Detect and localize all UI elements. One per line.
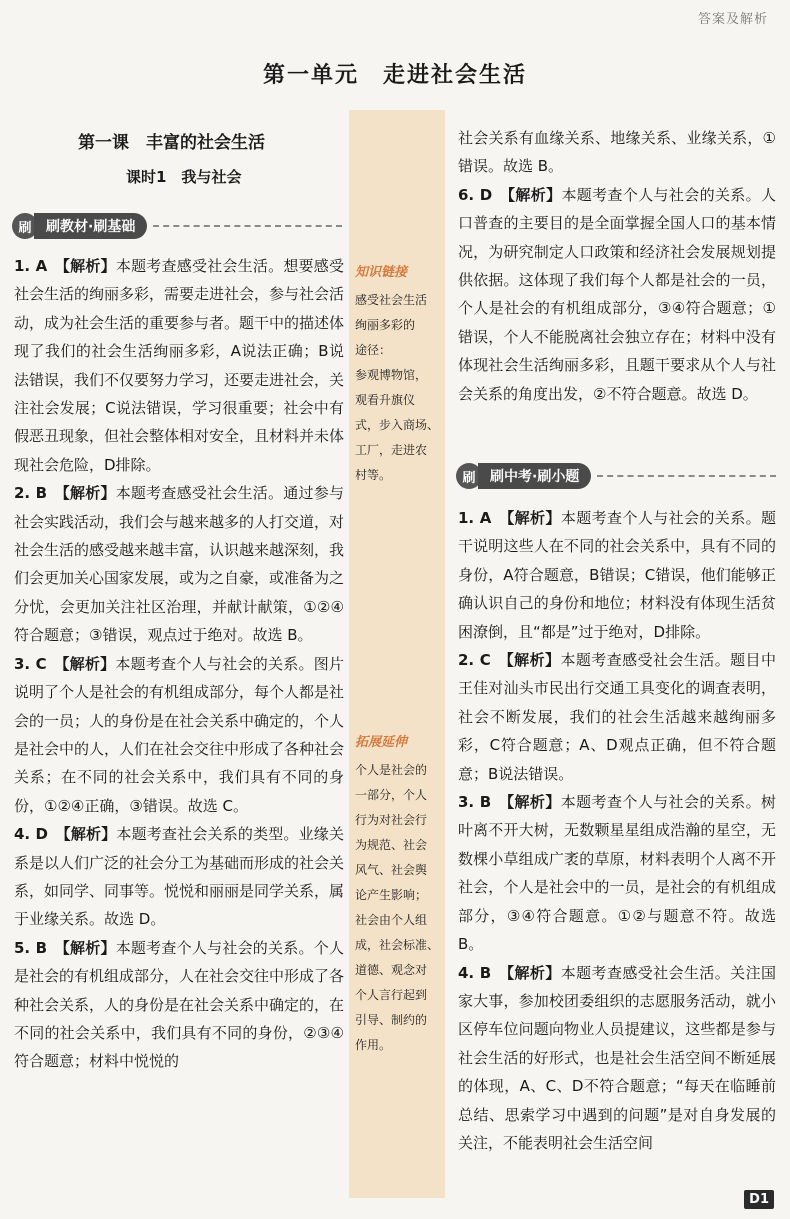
answer-text: 本题考查个人与社会的关系。个人是社会的有机组成部分，人在社会交往中形成了各种社会关系，人的身份是在社会关系中确定的，在不同的社会关系中，我们具有不同的身份，②③④符合题意；材料中悦悦的: [14, 938, 345, 1071]
right-answer-column-bottom: [458, 504, 776, 1157]
answer-item: [458, 124, 776, 181]
sidebar-heading: 拓展延伸: [355, 735, 408, 750]
unit-title: 第一单元 走进社会生活: [262, 63, 527, 88]
sidebar-line: 途径：: [355, 343, 392, 357]
divider: [153, 225, 342, 227]
answer-item: [14, 252, 344, 479]
analysis-tag: 【解析】: [54, 257, 116, 275]
answer-number: 3. C: [14, 654, 47, 673]
answer-item: [458, 959, 776, 1158]
sidebar-line: 社会由个人组: [355, 913, 428, 927]
sidebar-line: 参观博物馆，: [355, 368, 428, 382]
sidebar-heading: 知识链接: [355, 265, 408, 280]
analysis-tag: 【解析】: [54, 938, 116, 957]
answer-text: 本题考查感受社会生活。想要感受社会生活的绚丽多彩，需要走进社会，参与社会活动，成为社会生活的重要参与者。题干中的描述体现了我们的社会生活绚丽多彩，A说法正确；B说法错误，我们不仅要努力学习，还要走进社会，关注社会发展；C说法错误，学习很重要；社会中有假恶丑现象，但社会整体相对安全，且材料并未体现社会危险，D排除。: [14, 257, 345, 474]
sidebar-line: 为规范、社会: [355, 838, 428, 852]
analysis-tag: 【解析】: [498, 793, 561, 812]
answer-number: 4. D: [14, 825, 48, 844]
section-banner-textbook: [12, 212, 342, 240]
answer-item: [14, 479, 344, 649]
section-label: 刷教材·刷基础: [34, 213, 147, 239]
right-answer-column-top: [458, 124, 776, 408]
answer-text: 本题考查个人与社会的关系。图片说明了个人是社会的有机组成部分，每个人都是社会的一员；人的身份是在社会关系中确定的，个人是社会中的人，人们在社会交往中形成了各种社会关系；在不同的社会关系中，我们具有不同的身份，①②④正确，③错误。故选 C。: [14, 654, 345, 815]
sidebar-extension: [355, 732, 441, 1058]
answer-item: [14, 934, 344, 1076]
section-badge: 刷: [456, 463, 482, 489]
section-banner-exam: [456, 462, 776, 490]
sidebar-line: 村等。: [355, 468, 392, 482]
answer-text: 本题考查个人与社会的关系。题干说明这些人在不同的社会关系中，具有不同的身份，A符合题意，B错误；C错误，他们能够正确认识自己的身份和地位；材料没有体现生活贫困潦倒，且“都是”过于绝对，D排除。: [458, 509, 776, 641]
analysis-tag: 【解析】: [499, 185, 562, 204]
sidebar-line: 工厂，走进农: [355, 443, 428, 457]
section-badge: 刷: [12, 213, 38, 239]
sidebar-line: 一部分，个人: [355, 788, 428, 802]
answer-item: [458, 788, 776, 958]
analysis-tag: 【解析】: [54, 654, 116, 673]
lesson-title: 第一课 丰富的社会生活: [78, 133, 265, 153]
period-title: 课时1 我与社会: [126, 168, 242, 186]
answer-number: 4. B: [458, 963, 492, 982]
analysis-tag: 【解析】: [498, 651, 561, 670]
answer-text: 本题考查感受社会生活。题目中王佳对汕头市民出行交通工具变化的调查表明，社会不断发展，我们的社会生活越来越绚丽多彩，C符合题意；A、D观点正确，但不符合题意；B说法错误。: [458, 651, 776, 783]
sidebar-line: 式，步入商场、: [355, 418, 440, 432]
analysis-tag: 【解析】: [55, 825, 117, 844]
answer-item: [14, 820, 344, 934]
sidebar-line: 道德、观念对: [355, 963, 428, 977]
answer-number: 5. B: [14, 938, 48, 957]
analysis-tag: 【解析】: [498, 509, 561, 527]
answer-item: [458, 181, 776, 408]
answer-text: 本题考查个人与社会的关系。树叶离不开大树，无数颗星星组成浩瀚的星空，无数棵小草组成广袤的草原，材料表明个人离不开社会，个人是社会中的一员，是社会的有机组成部分，③④符合题意。①②与题意不符。故选 B。: [458, 793, 776, 954]
sidebar-line: 论产生影响；: [355, 888, 428, 902]
sidebar-line: 个人言行起到: [355, 988, 428, 1002]
answer-item: [14, 650, 344, 820]
sidebar-line: 观看升旗仪: [355, 393, 416, 407]
answer-number: 2. B: [14, 484, 48, 503]
header-label: 答案及解析: [697, 12, 768, 27]
sidebar-line: 风气、社会舆: [355, 863, 428, 877]
section-label: 刷中考·刷小题: [478, 463, 591, 489]
sidebar-line: 感受社会生活: [355, 293, 428, 307]
answer-text: 本题考查感受社会生活。关注国家大事，参加校团委组织的志愿服务活动，就小区停车位问题向物业人员提建议，这些都是参与社会生活的好形式，也是社会生活空间不断延展的体现，A、C、D不符合题意；“每天在临睡前总结、思索学习中遇到的问题”是对自身发展的关注，不能表明社会生活空间: [458, 963, 776, 1152]
analysis-tag: 【解析】: [54, 484, 116, 503]
analysis-tag: 【解析】: [498, 963, 561, 982]
sidebar-line: 成，社会标准、: [355, 938, 440, 952]
answer-number: 1. A: [458, 509, 492, 527]
answer-number: 3. B: [458, 793, 492, 812]
answer-text: 本题考查个人与社会的关系。人口普查的主要目的是全面掌握全国人口的基本情况，为研究制定人口政策和经济社会发展规划提供依据。这体现了我们每个人都是社会的一员，个人是社会的有机组成部分，③④符合题意；①错误，个人不能脱离社会独立存在；材料中没有体现社会生活绚丽多彩，且题干要求从个人与社会关系的角度出发，②不符合题意。故选 D。: [458, 185, 776, 403]
sidebar-line: 个人是社会的: [355, 763, 428, 777]
answer-number: 6. D: [458, 185, 493, 204]
answer-number: 2. C: [458, 651, 491, 670]
sidebar-knowledge-link: [355, 262, 441, 488]
answer-text: 社会关系有血缘关系、地缘关系、业缘关系，①错误。故选 B。: [458, 129, 776, 176]
answer-number: 1. A: [14, 257, 48, 275]
answer-item: [458, 504, 776, 646]
sidebar-line: 引导、制约的: [355, 1013, 428, 1027]
left-answer-column: [14, 252, 344, 1076]
sidebar-line: 作用。: [355, 1038, 392, 1052]
sidebar-line: 行为对社会行: [355, 813, 428, 827]
answer-text: 本题考查社会关系的类型。业缘关系是以人们广泛的社会分工为基础而形成的社会关系，如同学、同事等。悦悦和丽丽是同学关系，属于业缘关系。故选 D。: [14, 825, 345, 929]
page-number: D1: [744, 1190, 774, 1209]
divider: [597, 475, 776, 477]
answer-text: 本题考查感受社会生活。通过参与社会实践活动，我们会与越来越多的人打交道，对社会生活的感受越来越丰富，认识越来越深刻，我们会更加关心国家发展，或为之自豪，或准备为之分忧，会更加关注社区治理，并献计献策，①②④符合题意；③错误，观点过于绝对。故选 B。: [14, 484, 345, 645]
answer-item: [458, 646, 776, 788]
sidebar-line: 绚丽多彩的: [355, 318, 416, 332]
